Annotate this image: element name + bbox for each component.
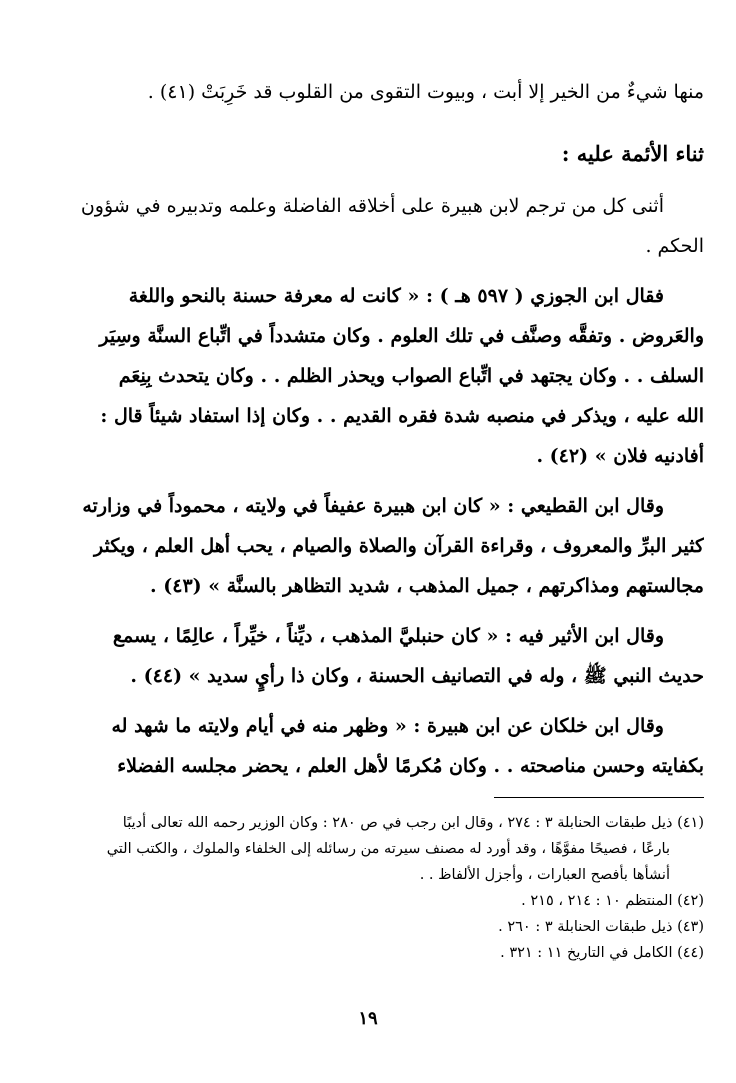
text-line: مجالستهم ومذاكرتهم ، جميل المذهب ، شديد التظاهر بالسنَّة » (٤٣) . xyxy=(150,575,704,597)
footnote-41: (٤١) ذيل طبقات الحنابلة ٣ : ٢٧٤ ، وقال ابن رجب في ص ٢٨٠ : وكان الوزير رحمه الله تعالى أديبًا xyxy=(122,815,704,831)
section-heading: ثناء الأئمة عليه : xyxy=(561,141,704,166)
text-line: كثير البرِّ والمعروف ، وقراءة القرآن والصلاة والصيام ، يحب أهل العلم ، ويكثر xyxy=(94,535,704,557)
text-line: فقال ابن الجوزي ( ٥٩٧ هـ ) : « كانت له معرفة حسنة بالنحو واللغة xyxy=(128,285,664,307)
text-line: وقال ابن الأثير فيه : « كان حنبليَّ المذهب ، ديِّناً ، خيِّراً ، عالِمًا ، يسمع xyxy=(112,625,664,647)
main-text xyxy=(62,72,704,786)
paragraph-praise xyxy=(62,186,704,266)
paragraph-ibn-al-qatii xyxy=(62,486,704,606)
footnote-44: (٤٤) الكامل في التاريخ ١١ : ٣٢١ . xyxy=(500,945,704,961)
text-line: وقال ابن القطيعي : « كان ابن هبيرة عفيفاً في ولايته ، محموداً في وزارته xyxy=(82,495,664,517)
text-line: الله عليه ، ويذكر في منصبه شدة فقره القديم . . وكان إذا استفاد شيئاً قال : xyxy=(100,405,704,427)
text-line: الحكم . xyxy=(645,235,704,257)
footnotes xyxy=(62,810,704,966)
text-line: حديث النبي ﷺ ، وله في التصانيف الحسنة ، وكان ذا رأيٍ سديد » (٤٤) . xyxy=(130,665,704,687)
page-number: ١٩ xyxy=(358,1008,378,1029)
footnote-41-continued: أنشأها بأفصح العبارات ، وأجزل الألفاظ . . xyxy=(419,867,670,883)
text-line: بكفايته وحسن مناصحته . . وكان مُكرمًا لأهل العلم ، يحضر مجلسه الفضلاء xyxy=(117,755,704,777)
footnote-divider xyxy=(494,797,704,798)
text-line: أثنى كل من ترجم لابن هبيرة على أخلاقه الفاضلة وعلمه وتدبيره في شؤون xyxy=(80,195,664,217)
paragraph-ibn-khallikan xyxy=(62,706,704,786)
footnote-43: (٤٣) ذيل طبقات الحنابلة ٣ : ٢٦٠ . xyxy=(498,919,704,935)
text-line: السلف . . وكان يجتهد في اتِّباع الصواب ويحذر الظلم . . وكان يتحدث بِنِعَم xyxy=(118,365,704,387)
footnote-42: (٤٢) المنتظم ١٠ : ٢١٤ ، ٢١٥ . xyxy=(521,893,704,909)
text-line: وقال ابن خلكان عن ابن هبيرة : « وظهر منه في أيام ولايته ما شهد له xyxy=(111,715,664,737)
footnote-41-continued: بارعًا ، فصيحًا مفوَّهًا ، وقد أورد له مصنف سيرته من رسائله إلى الخلفاء والملوك ، والكتب التي xyxy=(106,841,670,857)
intro-line: منها شيءٌ من الخير إلا أبت ، وبيوت التقوى من القلوب قد خَرِبَتْ (٤١) . xyxy=(147,81,704,103)
paragraph-ibn-al-athir xyxy=(62,616,704,696)
text-line: والعَروض . وتفقَّه وصنَّف في تلك العلوم . وكان متشدداً في اتِّباع السنَّة وسِيَر xyxy=(99,325,704,347)
text-line: أفادنيه فلان » (٤٢) . xyxy=(536,445,704,467)
paragraph-ibn-al-jawzi xyxy=(62,276,704,476)
